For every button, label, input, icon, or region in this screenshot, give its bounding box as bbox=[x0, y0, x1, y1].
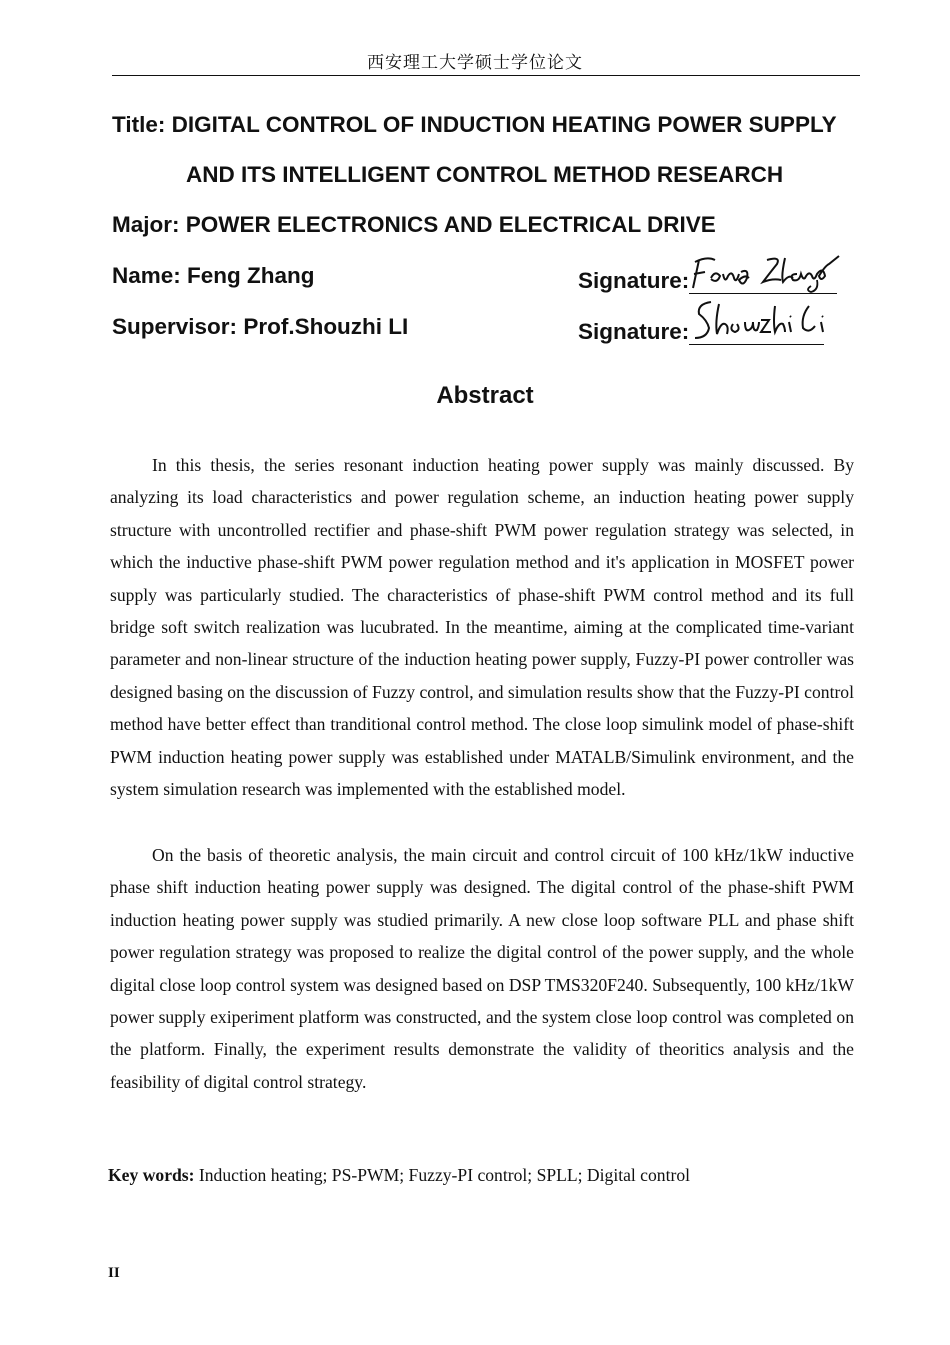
title-line-2: AND ITS INTELLIGENT CONTROL METHOD RESEARCH bbox=[186, 162, 784, 187]
supervisor-signature-field bbox=[578, 314, 824, 345]
name-label: Name: bbox=[112, 263, 181, 288]
student-signature bbox=[689, 263, 837, 294]
title-label: Title: bbox=[112, 112, 166, 137]
keywords-value: Induction heating; PS-PWM; Fuzzy-PI control; SPLL; Digital control bbox=[198, 1165, 691, 1185]
major-line bbox=[112, 212, 716, 238]
title-line-1 bbox=[112, 112, 837, 138]
abstract-heading: Abstract bbox=[436, 382, 534, 409]
signature-label: Signature: bbox=[578, 319, 690, 344]
name-value: Feng Zhang bbox=[187, 263, 315, 288]
running-header: 西安理工大学硕士学位论文 bbox=[367, 53, 583, 73]
supervisor-signature bbox=[689, 314, 824, 345]
student-signature-field bbox=[578, 263, 837, 294]
major-value: POWER ELECTRONICS AND ELECTRICAL DRIVE bbox=[185, 212, 716, 237]
page-number: II bbox=[108, 1265, 120, 1281]
supervisor-label: Supervisor: bbox=[112, 314, 238, 339]
keywords-label: Key words: bbox=[108, 1165, 195, 1185]
major-label: Major: bbox=[112, 212, 180, 237]
header-rule bbox=[112, 75, 860, 76]
supervisor-line bbox=[112, 314, 408, 340]
name-line bbox=[112, 263, 315, 289]
supervisor-value: Prof.Shouzhi LI bbox=[243, 314, 409, 339]
handwritten-signature-icon bbox=[689, 298, 839, 348]
signature-label: Signature: bbox=[578, 268, 690, 293]
abstract-paragraph-2: On the basis of theoretic analysis, the main circuit and control circuit of 100 kHz/1kW inductive phase shift induction heating power supply was designed. The digital control of the phase-shift PWM induction heating power supply was studied primarily. A new close loop software PLL and phase shift power regulation strategy was proposed to realize the digital control of the power supply, and the whole digital close loop control system was designed based on DSP TMS320F240. Subsequently, 100 kHz/1kW power supply exiperiment platform was constructed, and the system close loop control was completed on the platform. Finally, the experiment results demonstrate the validity of theoritics analysis and the feasibility of digital control strategy. bbox=[110, 845, 854, 1092]
keywords-line bbox=[108, 1165, 690, 1186]
handwritten-signature-icon bbox=[689, 252, 849, 296]
title-text-line1: DIGITAL CONTROL OF INDUCTION HEATING POWER SUPPLY bbox=[171, 112, 837, 137]
abstract-paragraph-1: In this thesis, the series resonant induction heating power supply was mainly discussed. By analyzing its load characteristics and power regulation scheme, an induction heating power supply structure with uncontrolled rectifier and phase-shift PWM power regulation strategy was selected, in which the inductive phase-shift PWM power regulation method and it's application in MOSFET power supply was particularly studied. The characteristics of phase-shift PWM control method and its full bridge soft switch realization was lucubrated. In the meantime, aiming at the complicated time-variant parameter and non-linear structure of the induction heating power supply, Fuzzy-PI power controller was designed basing on the discussion of Fuzzy control, and simulation results show that the Fuzzy-PI control method have better effect than tranditional control method. The close loop simulink model of phase-shift PWM induction heating power supply was established under MATALB/Simulink environment, and the system simulation research was implemented with the established model. bbox=[110, 455, 854, 800]
